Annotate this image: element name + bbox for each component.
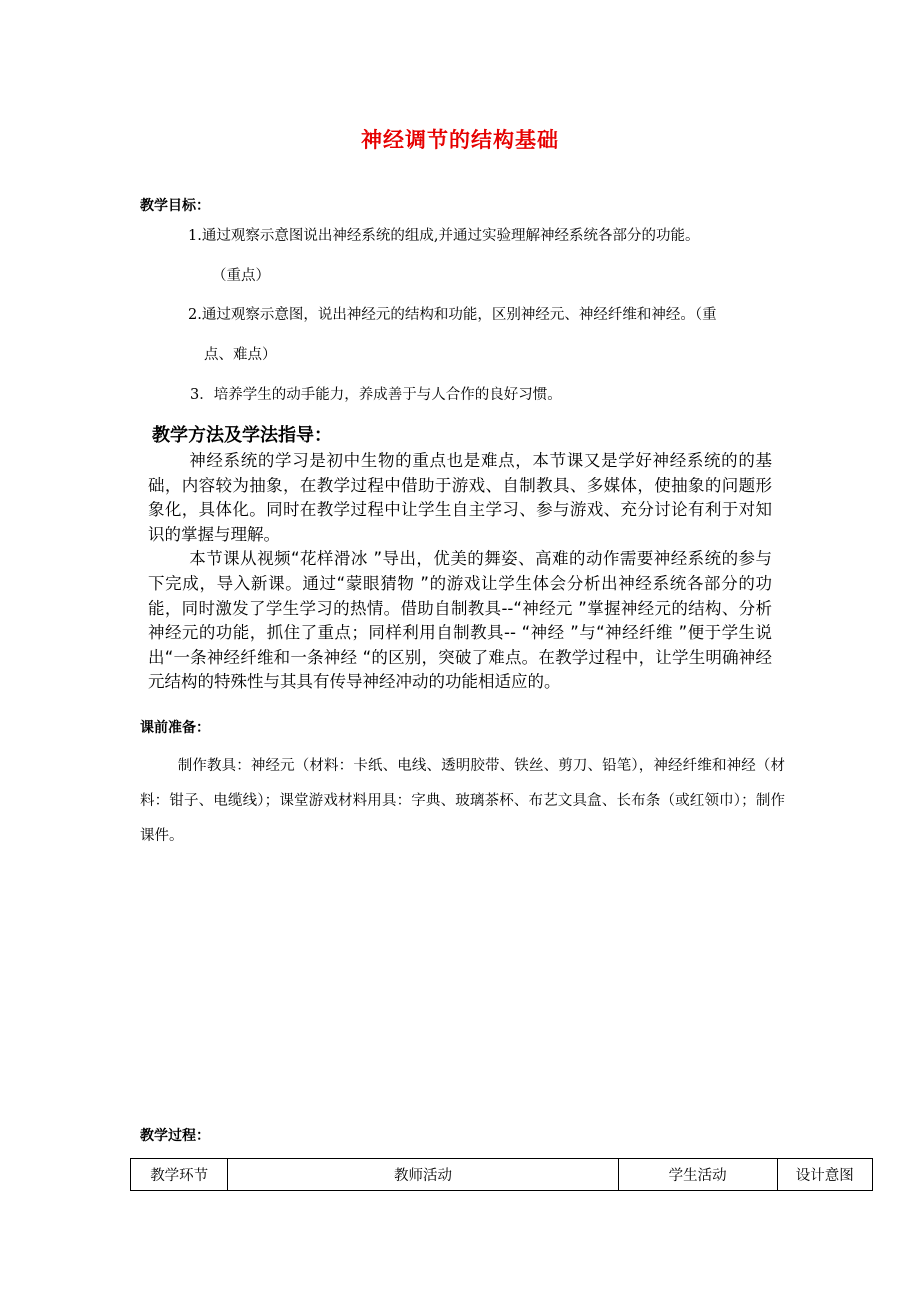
methods-heading: 教学方法及学法指导： — [152, 425, 332, 446]
preparation-body — [140, 749, 785, 854]
column-header-teacher-activity: 教师活动 — [228, 1159, 618, 1191]
objective-item-3: 3．培养学生的动手能力，养成善于与人合作的良好习惯。 — [190, 387, 562, 403]
process-table — [130, 1158, 873, 1191]
document-title: 神经调节的结构基础 — [361, 127, 559, 152]
methods-paragraph-2: 本节课从视频“花样滑冰 ”导出，优美的舞姿、高难的动作需要神经系统的参与下完成，导入新课。通过“蒙眼猜物 ”的游戏让学生体会分析出神经系统各部分的功能，同时激发了学生学习的热情。借助自制教具--“神经元 ”掌握神经元的结构、分析神经元的功能，抓住了重点；同样利用自制教具-- “神经 ”与“神经纤维 ”便于学生说出“一条神经纤维和一条神经 “的区别，突破了难点。在教学过程中，让学生明确神经元结构的特殊性与其具有传导神经冲动的功能相适应的。 — [148, 549, 772, 692]
objective-item-2: 2.通过观察示意图，说出神经元的结构和功能，区别神经元、神经纤维和神经。（重 — [188, 307, 717, 323]
column-header-student-activity: 学生活动 — [618, 1159, 777, 1191]
objective-item-1-note: （重点） — [212, 268, 270, 284]
column-header-stage: 教学环节 — [131, 1159, 228, 1191]
methods-body — [148, 449, 772, 695]
preparation-heading: 课前准备： — [140, 720, 210, 736]
objective-item-2-continued: 点、难点） — [204, 347, 277, 363]
process-heading: 教学过程： — [140, 1128, 210, 1144]
methods-paragraph-1: 神经系统的学习是初中生物的重点也是难点，本节课又是学好神经系统的的基础，内容较为抽象，在教学过程中借助于游戏、自制教具、多媒体，使抽象的问题形象化，具体化。同时在教学过程中让学生自主学习、参与游戏、充分讨论有利于对知识的掌握与理解。 — [148, 451, 772, 544]
column-header-design-intent: 设计意图 — [777, 1159, 872, 1191]
preparation-text: 制作教具：神经元（材料：卡纸、电线、透明胶带、铁丝、剪刀、铅笔），神经纤维和神经（材料：钳子、电缆线）；课堂游戏材料用具：字典、玻璃茶杯、布艺文具盒、长布条（或红领巾）；制作课件。 — [140, 758, 785, 844]
objectives-heading: 教学目标： — [140, 198, 210, 214]
objective-item-1: 1.通过观察示意图说出神经系统的组成,并通过实验理解神经系统各部分的功能。 — [188, 228, 700, 244]
process-table-header-row — [131, 1159, 873, 1191]
